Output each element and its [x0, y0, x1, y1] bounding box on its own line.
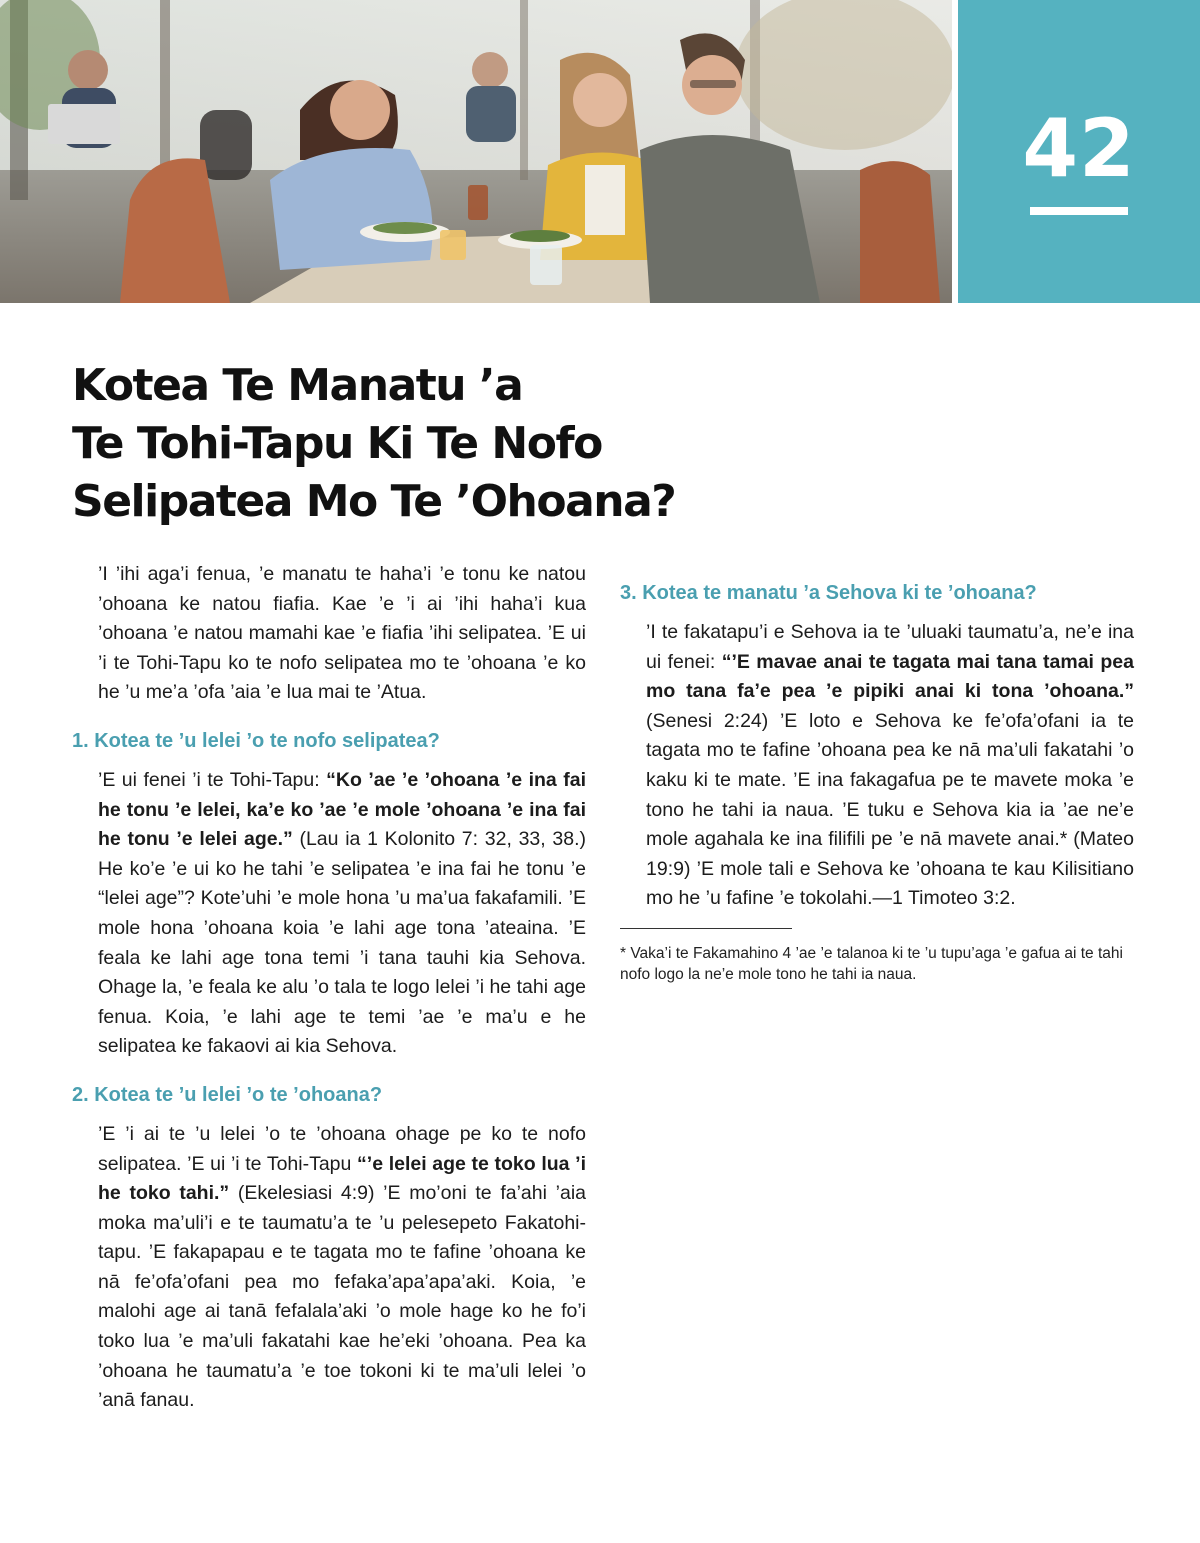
- left-column: [72, 560, 586, 1416]
- title-line-1: Kotea Te Manatu ’a: [72, 360, 523, 411]
- question-2-paragraph: [98, 1120, 586, 1416]
- question-1-text-a: ’E ui fenei ’i te Tohi-Tapu:: [98, 768, 327, 791]
- question-2-heading: 2. Kotea te ’u lelei ’o te ’ohoana?: [72, 1083, 383, 1106]
- title-line-3: Selipatea Mo Te ’Ohoana?: [72, 476, 676, 527]
- lesson-number-underline: [1030, 207, 1128, 215]
- question-1-text-b: (Lau ia 1 Kolonito 7: 32, 33, 38.) He ko’e ’e ui ko he tahi ’e selipatea ’e ina fai he tonu ’e “lelei age”? Kote’uhi ’e mole hona ’u ma’ua fakafamili. ’E mole hona ’ohoana koia ’e lahi age tona ’ateaina. ’E feala ke lahi age tona temi ’i tana tauhi kia Sehova. Ohage la, ’e feala ke alu ’o tala te logo lelei ’i he tahi age fenua. Koia, ’e lahi age te temi ’ae ’e ma’u e he selipatea ke fakaovi ai kia Sehova.: [98, 828, 586, 1058]
- question-1-heading: 1. Kotea te ’u lelei ’o te nofo selipatea?: [72, 729, 440, 752]
- cafe-scene-illustration: [0, 0, 952, 303]
- question-3-scripture-quote: “’E mavae anai te tagata mai tana tamai pea mo tana fa’e pea ’e pipiki anai ki tona ’ohoana.”: [646, 650, 1134, 703]
- right-column: [620, 560, 1134, 985]
- question-3-text-a: ’I te fakatapu’i e Sehova ia te ’uluaki taumatu’a, ne’e ina ui fenei:: [646, 621, 1134, 673]
- question-3-paragraph: [646, 618, 1134, 914]
- footnote-divider: [620, 928, 792, 929]
- intro-paragraph: ’I ’ihi aga’i fenua, ’e manatu te haha’i ’e tonu ke natou ’ohoana ke natou fiafia. Kae ’e ’i ai ’ihi haha’i kua ’ohoana ’e natou mamahi kae ’e fiafia ’ihi selipatea. ’E ui ’i te Tohi-Tapu ko te nofo selipatea mo te ’ohoana ’e ko he ’u me’a ’ofa ’aia ’e lua mai te ’Atua.: [98, 563, 586, 704]
- title-line-2: Te Tohi-Tapu Ki Te Nofo: [72, 418, 602, 469]
- lesson-number: 42: [1022, 102, 1136, 195]
- header-photo: [0, 0, 952, 303]
- question-2-text-b: (Ekelesiasi 4:9) ’E mo’oni te fa’ahi ’aia moka ma’uli’i e te taumatu’a te ’u pelesepeto Fakatohi-tapu. ’E fakapapau e te tagata mo te fafine ’ohoana ke nā fe’ofa’ofani pea mo fefaka’apa’apa’aki. Koia, ’e malohi age ai tanā fefalala’aki ’o mole hage ko he fo’i toko lua ’e ma’uli fakatahi kae he’eki ’ohoana. Pea ka ’ohoana he taumatu’a ’e toe tokoni ki te ma’uli lelei ’o ’anā fanau.: [98, 1182, 587, 1412]
- footnote: * Vaka’i te Fakamahino 4 ’ae ’e talanoa ki te ’u tupu’aga ’e gafua ai te tahi nofo logo la ne’e mole tono he tahi ia naua.: [620, 944, 1123, 983]
- page-title: [72, 357, 832, 531]
- lesson-number-box: [958, 0, 1200, 303]
- question-1-paragraph: [98, 766, 586, 1062]
- question-2-scripture-quote: “’e lelei age te toko lua ’i he toko tahi.”: [98, 1152, 587, 1205]
- question-1-scripture-quote: “Ko ’ae ’e ’ohoana ’e ina fai he tonu ’e lelei, ka’e ko ’ae ’e mole ’ohoana ’e ina fai he tonu ’e lelei age.”: [98, 768, 586, 851]
- question-3-heading: 3. Kotea te manatu ’a Sehova ki te ’ohoana?: [620, 582, 1037, 604]
- question-2-text-a: ’E ’i ai te ’u lelei ’o te ’ohoana ohage pe ko te nofo selipatea. ’E ui ’i te Tohi-Tapu: [98, 1122, 586, 1175]
- question-3-text-b: (Senesi 2:24) ’E loto e Sehova ke fe’ofa’ofani ia te tagata mo te fafine ’ohoana pea ke nā ma’uli fakatahi ’o kaku ki te mate. ’E ina fakagafua pe te mavete moka ’e tono he tahi ia naua. ’E tuku e Sehova kia ia ’ae ne’e mole agahala ke ina filifili pe ’e nā mavete anai.* (Mateo 19:9) ’E mole tali e Sehova ke ’ohoana te kau Kilisitiano mo he ’u fafine ’e tokolahi.—1 Timoteo 3:2.: [646, 709, 1134, 910]
